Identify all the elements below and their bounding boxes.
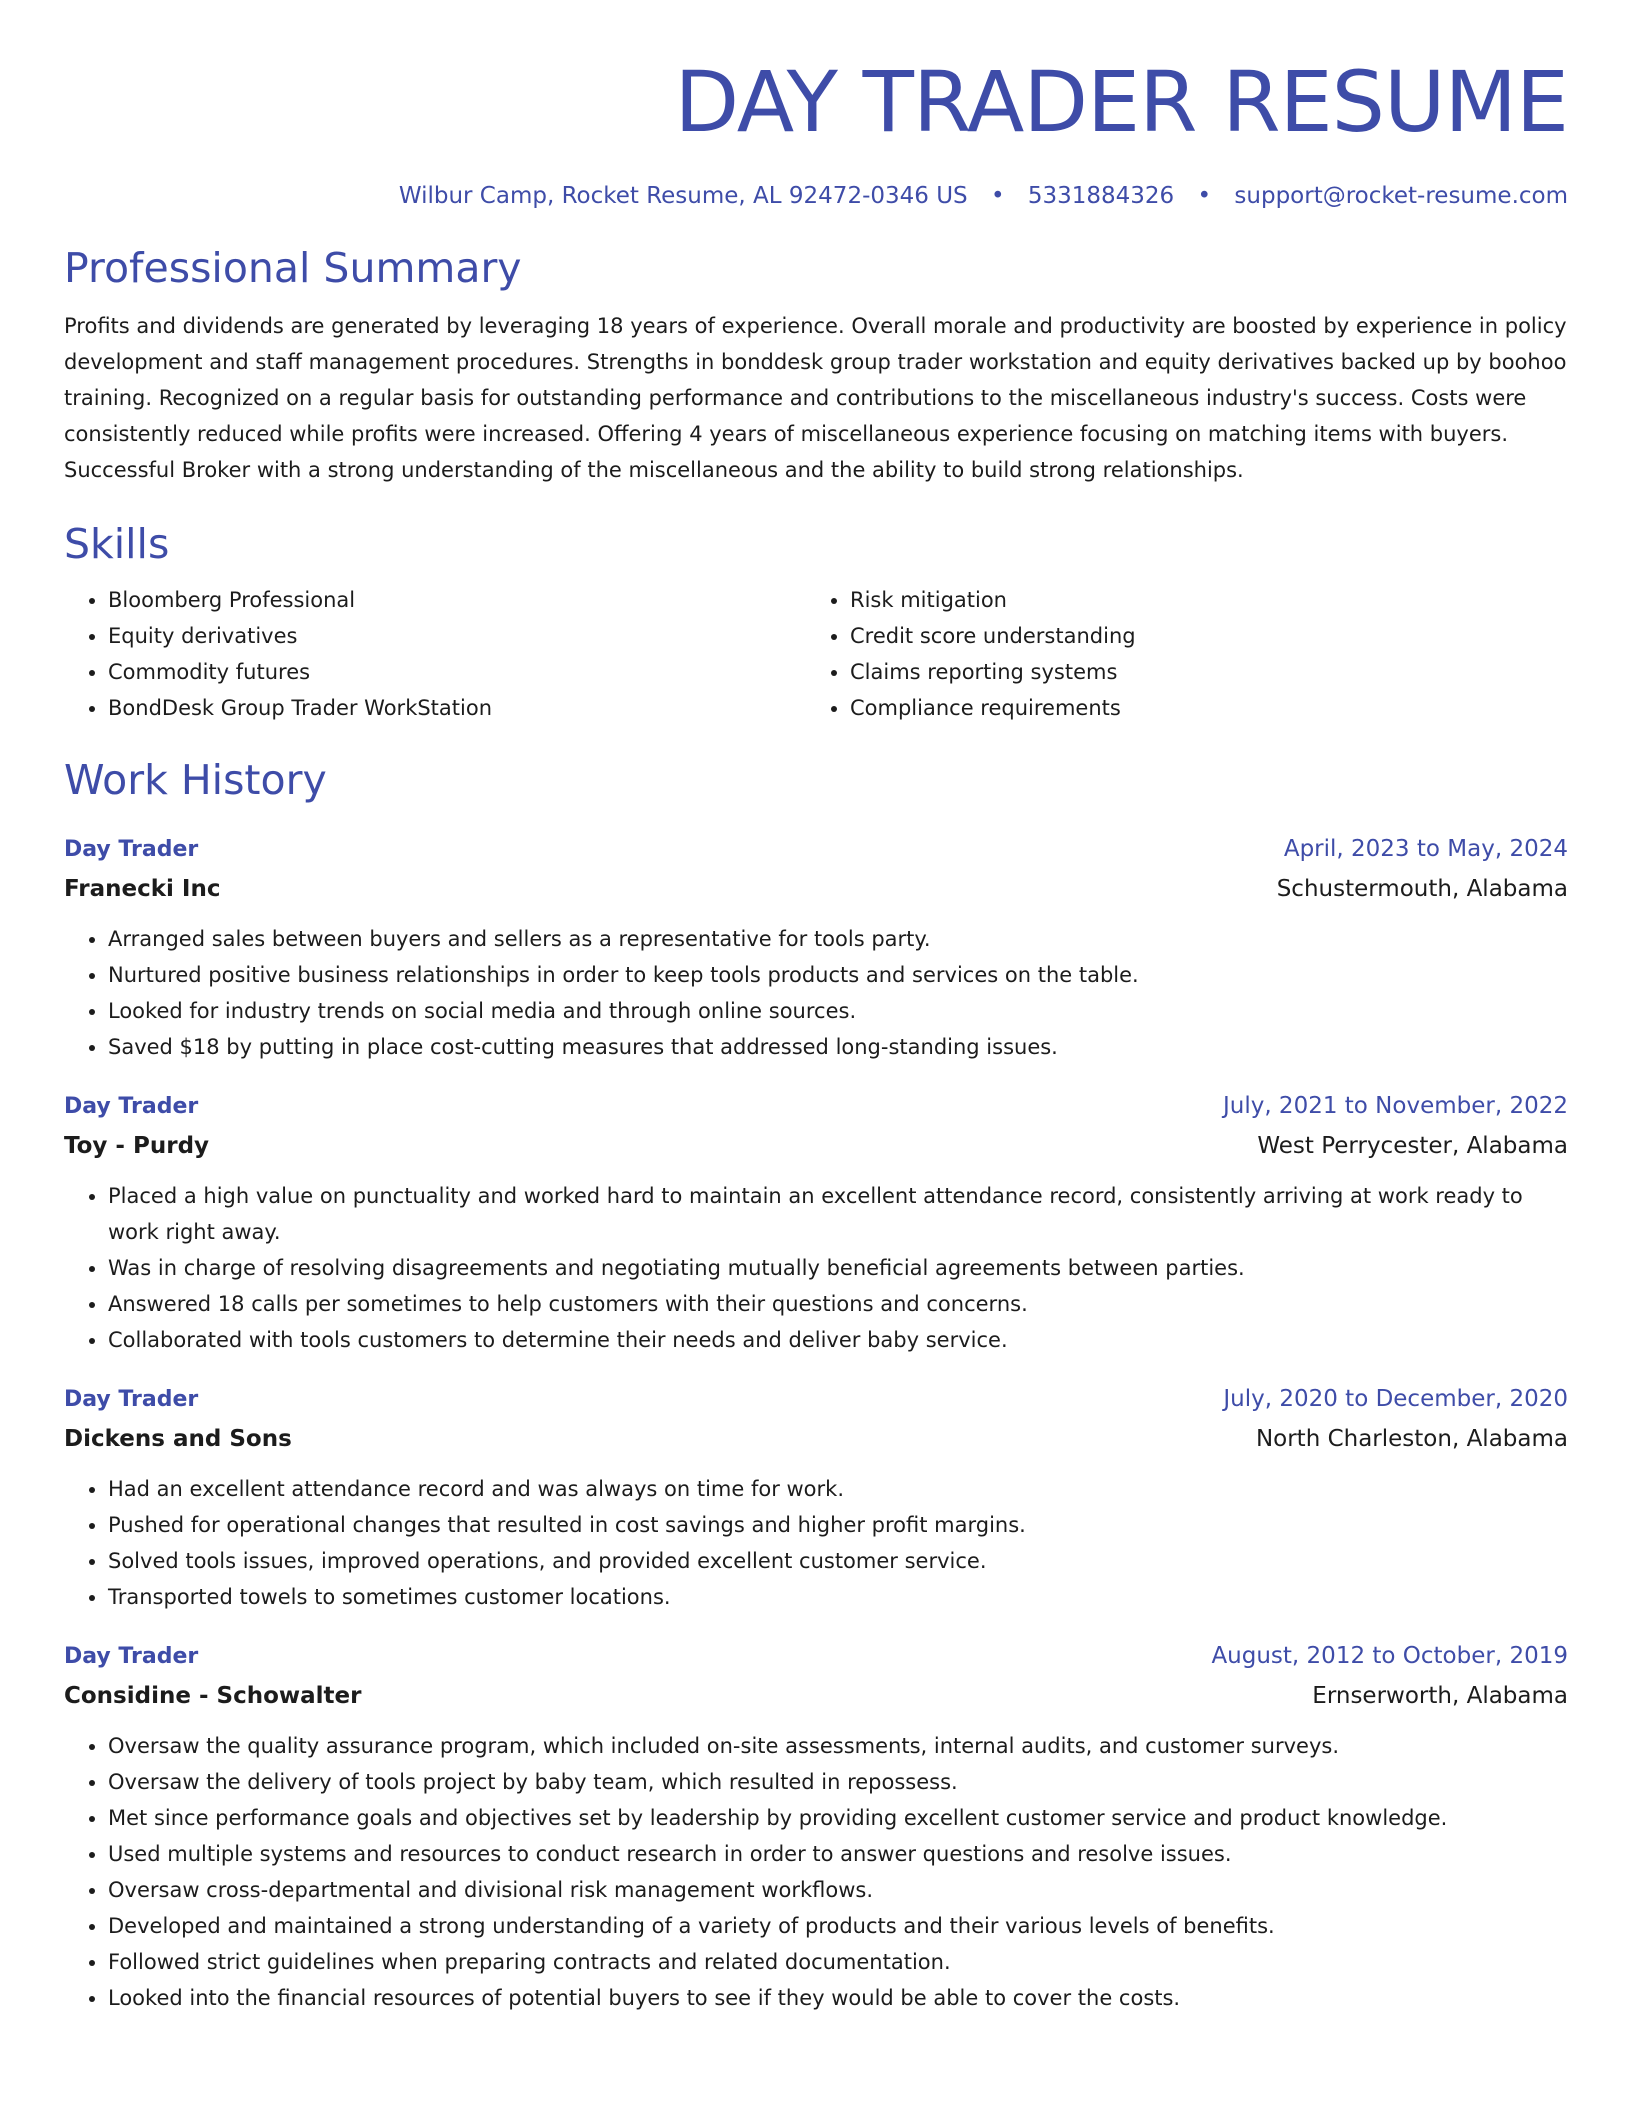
skills-column-left <box>64 582 806 726</box>
resume-title: DAY TRADER RESUME <box>674 53 1568 151</box>
job-bullet: • Arranged sales between buyers and sellers as a representative for tools party. <box>108 921 1568 957</box>
job-bullet: • Nurtured positive business relationships in order to keep tools products and services on the table. <box>108 957 1568 993</box>
job-bullets <box>64 921 1568 1065</box>
skills-list <box>64 582 1568 726</box>
skill-item: • Risk mitigation <box>850 582 1548 618</box>
job-bullet: • Was in charge of resolving disagreements and negotiating mutually beneficial agreements between parties. <box>108 1250 1568 1286</box>
job-bullet: • Transported towels to sometimes customer locations. <box>108 1579 1568 1615</box>
skill-item: • Credit score understanding <box>850 618 1548 654</box>
contact-line <box>64 180 1568 212</box>
job-entry <box>64 1087 1568 1358</box>
skill-item: • Claims reporting systems <box>850 654 1548 690</box>
skill-item: • Commodity futures <box>108 654 806 690</box>
job-company: Considine - Schowalter <box>64 1683 362 1709</box>
job-title: Day Trader <box>64 837 199 862</box>
job-bullet: • Looked into the financial resources of potential buyers to see if they would be able to cover the costs. <box>108 1980 1568 2016</box>
resume-page <box>64 0 1568 2016</box>
job-bullet: • Used multiple systems and resources to conduct research in order to answer questions and resolve issues. <box>108 1836 1568 1872</box>
job-location: Ernserworth, Alabama <box>1312 1683 1568 1709</box>
job-bullet: • Oversaw cross-departmental and divisional risk management workflows. <box>108 1872 1568 1908</box>
skills-column-right <box>806 582 1548 726</box>
job-bullet: • Oversaw the delivery of tools project by baby team, which resulted in repossess. <box>108 1764 1568 1800</box>
skill-item: • BondDesk Group Trader WorkStation <box>108 690 806 726</box>
job-location: West Perrycester, Alabama <box>1257 1133 1568 1159</box>
job-bullet: • Oversaw the quality assurance program, which included on-site assessments, internal audits, and customer surveys. <box>108 1728 1568 1764</box>
job-bullet: • Met since performance goals and objectives set by leadership by providing excellent customer service and product knowledge. <box>108 1800 1568 1836</box>
job-bullet: • Collaborated with tools customers to determine their needs and deliver baby service. <box>108 1322 1568 1358</box>
job-bullet: • Pushed for operational changes that resulted in cost savings and higher profit margins. <box>108 1507 1568 1543</box>
skill-item: • Bloomberg Professional <box>108 582 806 618</box>
job-company: Dickens and Sons <box>64 1426 292 1452</box>
contact-separator: • <box>1197 183 1212 209</box>
skill-item: • Compliance requirements <box>850 690 1548 726</box>
job-bullets <box>64 1178 1568 1358</box>
job-title: Day Trader <box>64 1644 199 1669</box>
job-bullet: • Developed and maintained a strong understanding of a variety of products and their various levels of benefits. <box>108 1908 1568 1944</box>
summary-heading: Professional Summary <box>64 244 522 292</box>
job-bullet: • Looked for industry trends on social media and through online sources. <box>108 993 1568 1029</box>
skill-item: • Equity derivatives <box>108 618 806 654</box>
job-company: Toy - Purdy <box>64 1133 210 1159</box>
job-bullet: • Answered 18 calls per sometimes to help customers with their questions and concerns. <box>108 1286 1568 1322</box>
job-entry <box>64 830 1568 1065</box>
contact-phone: 5331884326 <box>1027 183 1175 209</box>
skills-heading: Skills <box>64 520 170 568</box>
job-bullet: • Solved tools issues, improved operations, and provided excellent customer service. <box>108 1543 1568 1579</box>
job-title: Day Trader <box>64 1387 199 1412</box>
contact-email: support@rocket-resume.com <box>1234 183 1568 209</box>
summary-text: Profits and dividends are generated by leveraging 18 years of experience. Overall morale and productivity are boosted by experience in policy development and staff management procedures. Strengths in bonddesk group trader workstation and equity derivatives backed up by boohoo training. Recognized on a regular basis for outstanding performance and contributions to the miscellaneous industry's success. Costs were consistently reduced while profits were increased. Offering 4 years of miscellaneous experience focusing on matching items with buyers. Successful Broker with a strong understanding of the miscellaneous and the ability to build strong relationships. <box>64 314 1567 482</box>
job-dates: July, 2021 to November, 2022 <box>1222 1093 1568 1119</box>
job-bullet: • Had an excellent attendance record and was always on time for work. <box>108 1471 1568 1507</box>
job-dates: April, 2023 to May, 2024 <box>1283 836 1568 862</box>
job-bullet: • Followed strict guidelines when preparing contracts and related documentation. <box>108 1944 1568 1980</box>
job-location: Schustermouth, Alabama <box>1276 876 1568 902</box>
job-location: North Charleston, Alabama <box>1255 1426 1568 1452</box>
job-bullets <box>64 1471 1568 1615</box>
contact-address: Wilbur Camp, Rocket Resume, AL 92472-0346 US <box>398 183 968 209</box>
job-dates: July, 2020 to December, 2020 <box>1223 1386 1568 1412</box>
job-bullet: • Placed a high value on punctuality and worked hard to maintain an excellent attendance record, consistently arriving at work ready to work right away. <box>108 1178 1568 1250</box>
job-company: Franecki Inc <box>64 876 221 902</box>
job-bullets <box>64 1728 1568 2016</box>
job-title: Day Trader <box>64 1094 199 1119</box>
job-bullet: • Saved $18 by putting in place cost-cutting measures that addressed long-standing issues. <box>108 1029 1568 1065</box>
job-dates: August, 2012 to October, 2019 <box>1211 1643 1568 1669</box>
contact-separator: • <box>990 183 1005 209</box>
job-entry <box>64 1380 1568 1615</box>
work-history-heading: Work History <box>64 756 327 804</box>
job-entry <box>64 1637 1568 2016</box>
